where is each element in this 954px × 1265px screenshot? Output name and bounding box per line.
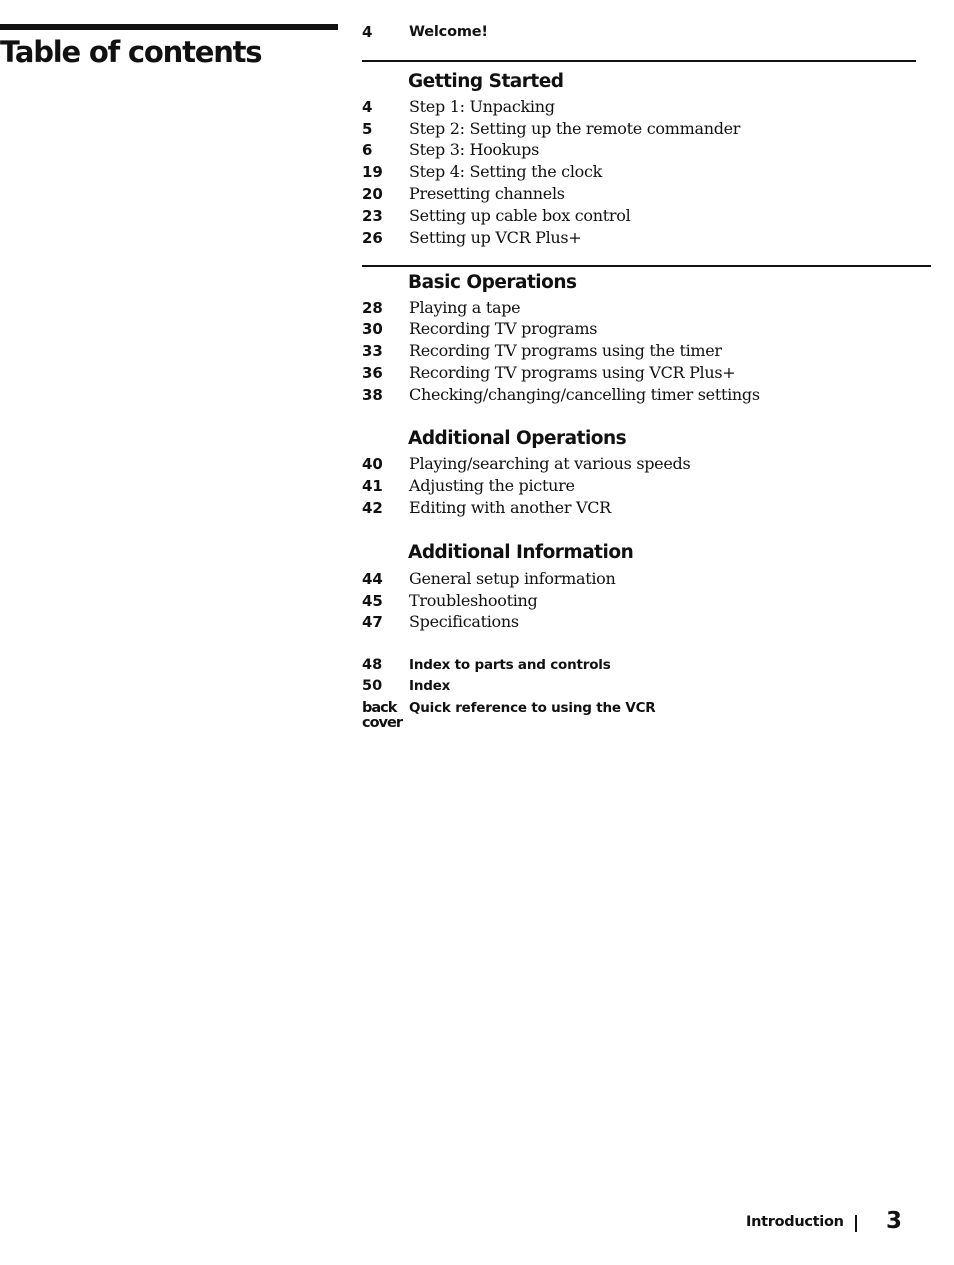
page-number: 28 <box>362 299 383 317</box>
page-number: 6 <box>362 141 373 159</box>
entry-title: Recording TV programs <box>409 319 598 338</box>
page-number: 4 <box>362 98 373 116</box>
page-number: 4 <box>362 23 373 41</box>
page-number: 33 <box>362 342 383 360</box>
footer-page-number: 3 <box>886 1208 903 1234</box>
entry-title: Quick reference to using the VCR <box>409 700 656 716</box>
page-number: 20 <box>362 185 383 203</box>
entry-title: Playing/searching at various speeds <box>409 454 691 473</box>
page-number: 50 <box>362 678 383 694</box>
entry-title: Step 3: Hookups <box>409 140 540 159</box>
footer-separator <box>855 1215 857 1232</box>
entry-title: Index to parts and controls <box>409 657 611 673</box>
entry-title: Playing a tape <box>409 298 521 317</box>
page-number: 5 <box>362 120 373 138</box>
page-number: 23 <box>362 207 383 225</box>
section-heading: Getting Started <box>408 71 564 92</box>
section-heading: Basic Operations <box>408 272 577 293</box>
footer-section-label: Introduction <box>746 1214 844 1230</box>
section-divider <box>362 265 931 267</box>
entry-title: Welcome! <box>409 24 488 40</box>
page-number: 48 <box>362 657 383 673</box>
page-number: 38 <box>362 386 383 404</box>
entry-title: Editing with another VCR <box>409 498 611 517</box>
title-rule <box>0 24 338 30</box>
page-title: Table of contents <box>0 35 262 69</box>
page-number: 41 <box>362 477 383 495</box>
page-number: 44 <box>362 570 383 588</box>
entry-title: Adjusting the picture <box>409 476 575 495</box>
entry-title: Recording TV programs using the timer <box>409 341 722 360</box>
page-number: 40 <box>362 455 383 473</box>
entry-title: Step 2: Setting up the remote commander <box>409 119 741 138</box>
entry-title: General setup information <box>409 569 616 588</box>
entry-title: Setting up cable box control <box>409 206 631 225</box>
entry-title: Step 1: Unpacking <box>409 97 555 116</box>
page-line-back: back <box>362 700 397 716</box>
section-heading: Additional Operations <box>408 428 627 449</box>
page-number: 30 <box>362 320 383 338</box>
entry-title: Setting up VCR Plus+ <box>409 228 582 247</box>
entry-title: Index <box>409 678 451 694</box>
entry-title: Step 4: Setting the clock <box>409 162 603 181</box>
page-number <box>362 701 402 731</box>
entry-title: Troubleshooting <box>409 591 538 610</box>
page-number: 42 <box>362 499 383 517</box>
page-number: 47 <box>362 613 383 631</box>
page-number: 36 <box>362 364 383 382</box>
section-heading: Additional Information <box>408 542 634 563</box>
entry-title: Recording TV programs using VCR Plus+ <box>409 363 736 382</box>
page-number: 45 <box>362 592 383 610</box>
entry-title: Specifications <box>409 612 519 631</box>
page-number: 26 <box>362 229 383 247</box>
page-number: 19 <box>362 163 383 181</box>
entry-title: Checking/changing/cancelling timer settings <box>409 385 760 404</box>
page-line-cover: cover <box>362 715 402 731</box>
section-divider <box>362 60 916 62</box>
entry-title: Presetting channels <box>409 184 565 203</box>
